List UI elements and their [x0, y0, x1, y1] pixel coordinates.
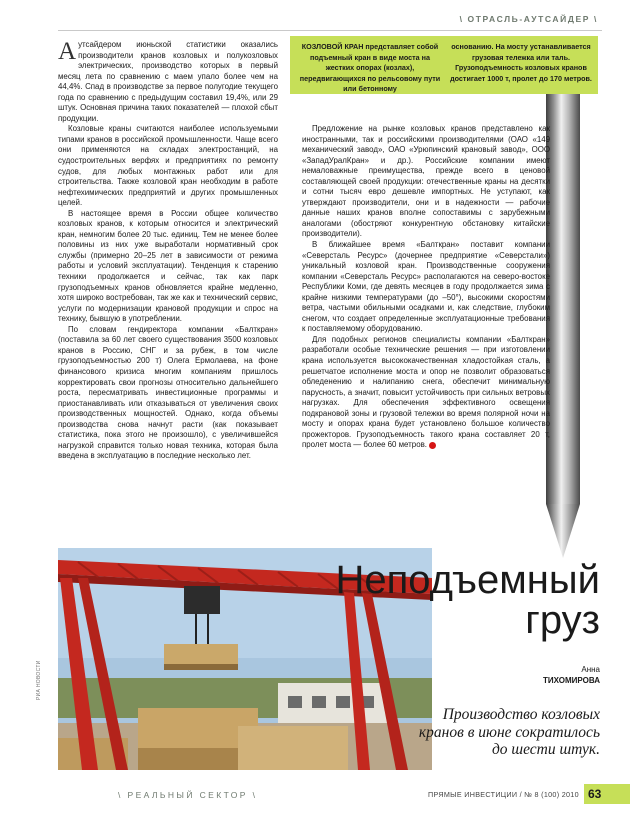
footer-magazine-issue: ПРЯМЫЕ ИНВЕСТИЦИИ / № 8 (100) 2010 [428, 790, 579, 799]
drop-cap: А [58, 38, 77, 65]
paragraph: В настоящее время в России общее количество козловых кранов, к которым относится и электрический кран, немногим более 20 тыс. единиц. Тем не менее более половины из них уже выработали нормативный срок службы (примерно 20–25 лет в зависимости от режима работы и условий эксплуатации). Тенденция к старению техники продолжается и сейчас, так как парк грузоподъемных кранов обновляется крайне медленно, хотя широко востребован, так же как и технический сервис, услуги по модернизации крановой продукции и спрос на технику, бывшую в употреблении. [58, 208, 278, 324]
infobox-text-left: КОЗЛОВОЙ КРАН представляет собой подъемный кран в виде моста на жестких опорах (козлах), передвигающихся по рельсовому пути или бетонному [299, 42, 441, 94]
paragraph: В ближайшее время «Балткран» поставит компании «Северсталь Ресурс» (дочернее предприятие «Северстали») уникальный козловой кран. Производственные сооружения компании «Северсталь Ресурс» располагаются на северо-востоке Республики Коми, где девять месяцев в году продолжается зима с крайне низкими температурами (до –50°), высокими скоростями ветра, частыми обильными осадками и, как следствие, глубоким снегом, что создает определенные эксплуатационные требования к поставляемому оборудованию. [302, 240, 550, 334]
article-headline [335, 560, 600, 640]
article-right-column [302, 124, 550, 451]
decorative-steel-pole [546, 94, 580, 504]
top-rule [58, 30, 602, 31]
article-left-column [58, 40, 278, 462]
infobox-text-right: основанию. На мосту устанавливается грузовая тележка или таль. Грузоподъемность козловых кранов достигает 1000 т, пролет до 170 метров. [450, 42, 592, 83]
author-byline [543, 664, 600, 686]
author-first-name: Анна [581, 665, 600, 674]
page-number: 63 [584, 784, 630, 804]
headline-line-2: груз [525, 598, 600, 642]
photo-credit: РИА НОВОСТИ [36, 660, 42, 700]
paragraph: Козловые краны считаются наиболее используемыми типами кранов в российской промышленности. Чаще всего они применяются на складах электростанций, на судостроительных верфях и предприятиях по ремонту судов, для любых монтажных работ или для строительства. Также козловой кран необходим в работе нефтехимических предприятий и других промышленных целей. [58, 124, 278, 208]
author-last-name: ТИХОМИРОВА [542, 676, 600, 685]
footer-section-name: \ РЕАЛЬНЫЙ СЕКТОР \ [118, 790, 258, 800]
paragraph: Для подобных регионов специалисты компании «Балткран» разработали особые технические решения — при изготовлении крана используется высококачественная хладостойкая сталь, а решетчатое исполнение моста и опор не позволит образоваться обледенению и налипанию снега, обеспечит минимальную парусность, а значит, повысит устойчивость при сильных ветровых нагрузках. Для обеспечения эффективного освещения подкрановой зоны и грузовой тележки во время полярной ночи на мосту и опорах крана будет установлено большое количество прожекторов. Грузоподъемность такого крана составляет 20 т, пролет моста — более 60 метров. [302, 334, 550, 450]
headline-line-1: Неподъемный [335, 558, 600, 602]
definition-infobox [290, 36, 598, 94]
paragraph: Аутсайдером июньской статистики оказались производители кранов козловых и полукозловых электрических, производство которых в первый месяц лета по сравнению с маем упало более чем на 44,4%. Спад в производстве за первое полугодие текущего года по сравнению с предыдущим составил 19,4%, или 29 штук. Основная причина таких показателей — плохой сбыт продукции. [58, 38, 278, 123]
end-of-article-mark [429, 442, 436, 449]
paragraph: Предложение на рынке козловых кранов представлено как иностранными, так и российскими производителями (ОАО «149 механический завод», ОАО «Урюпинский крановый завод», ООО «ЗападУралКран» и др.). Российские компании имеют немаловажные преимущества, прежде всего в ценовой составляющей своей продукции: отечественные краны на десятки и сотни тысяч евро дешевле импортных. Не уступают, как утверждают производители, они и в надежности — рабочие данные наших кранов вполне сопоставимы с зарубежными аналогами (обостряют конкурентную обстановку китайские производители). [302, 124, 550, 239]
section-rubric: \ ОТРАСЛЬ-АУТСАЙДЕР \ [459, 14, 598, 24]
paragraph: По словам гендиректора компании «Балткран» (поставила за 60 лет своего существования 3500 козловых кранов в Россию, СНГ и за рубеж, в том числе грузоподъемностью 200 т) Олега Ермолаева, на фоне финансового кризиса многим компаниям пришлось корректировать свои прогнозы относительно дальнейшего роста, пересматривать инвестиционные программы и приостанавливать или отказываться от увеличения своих производственных мощностей. Однако, когда объемы производства снова начнут расти (как показывает статистика, пока этого не произошло), с увеличившейся нагрузкой справится только новая техника, которая была введена в эксплуатацию в последние несколько лет. [58, 324, 278, 461]
pole-tip-graphic [546, 504, 580, 558]
article-lead: Производство козловых кранов в июне сократилось до шести штук. [418, 706, 600, 758]
